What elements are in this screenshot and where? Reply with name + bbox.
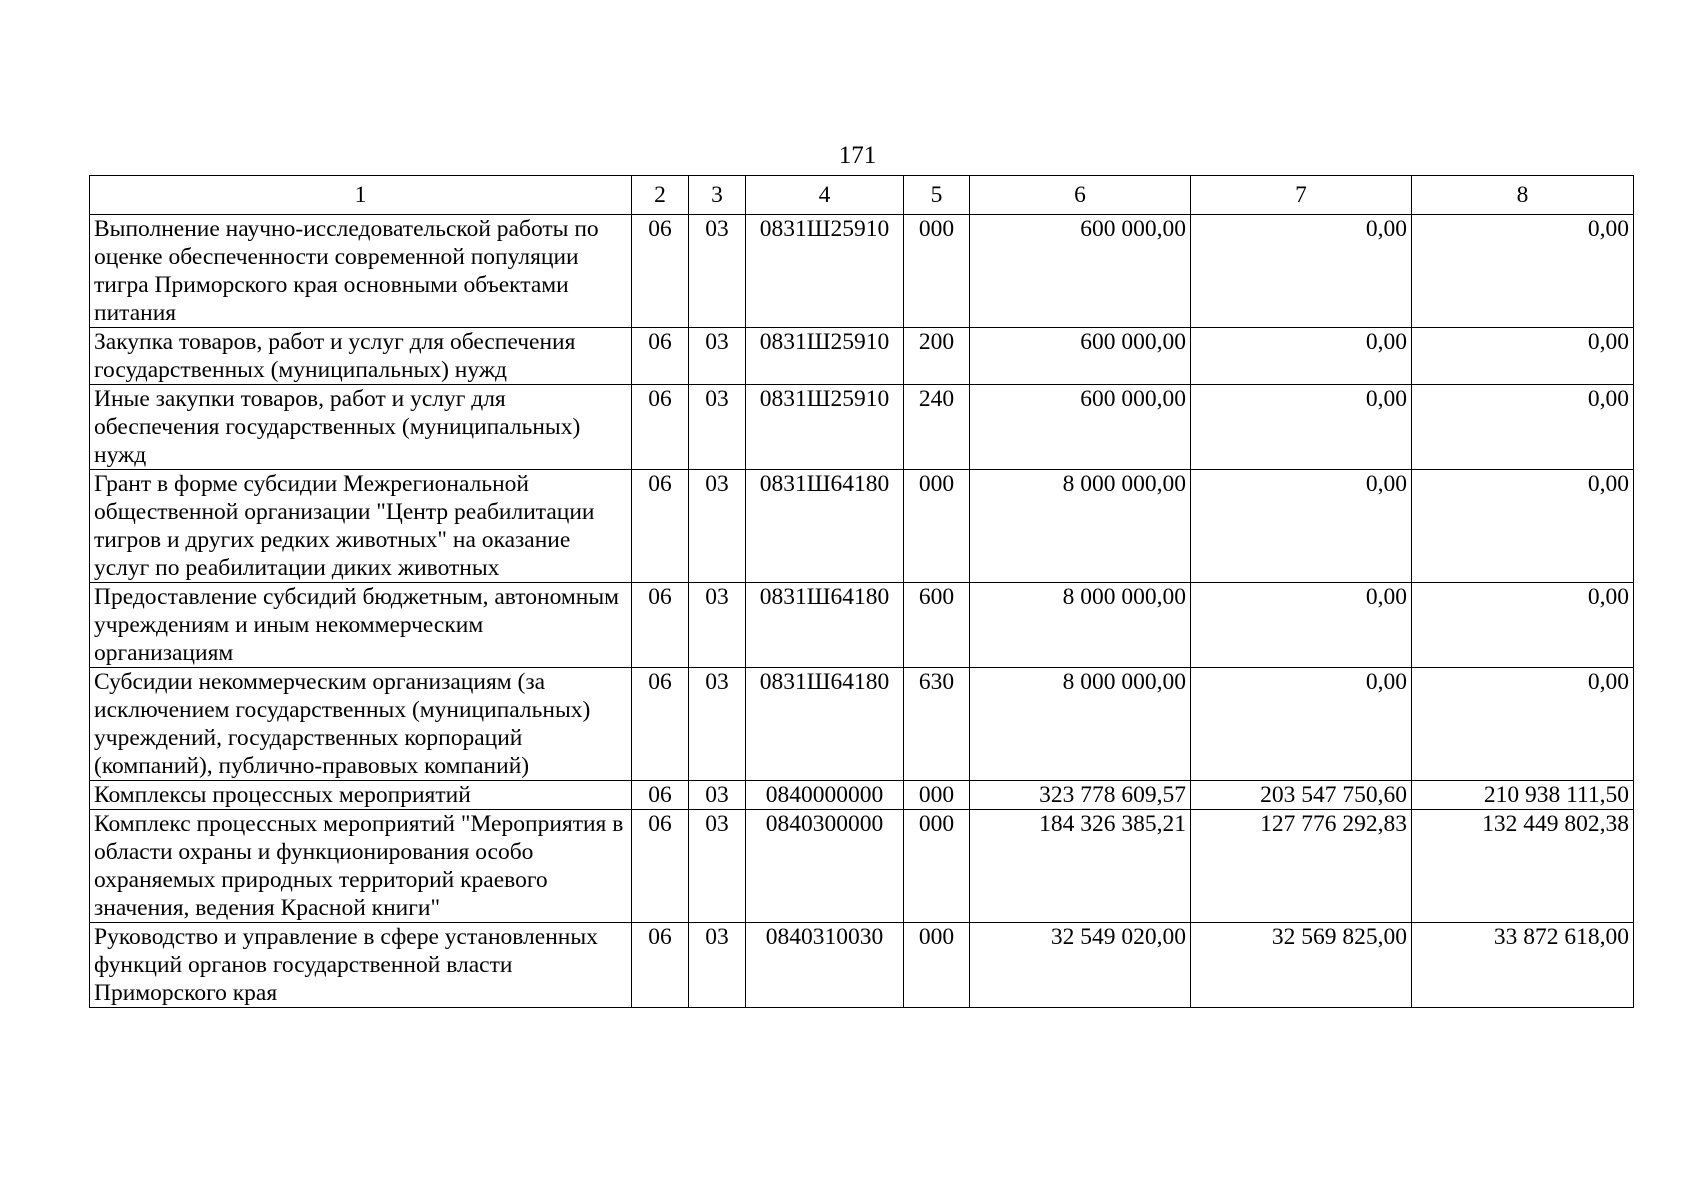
expense-type-code: 000 — [904, 215, 970, 328]
target-article-code: 0840310030 — [746, 923, 904, 1008]
amount-col-6: 8 000 000,00 — [970, 470, 1191, 583]
table-row — [90, 781, 1634, 810]
column-header: 5 — [904, 176, 970, 215]
expense-type-code: 200 — [904, 328, 970, 385]
expense-type-code: 000 — [904, 781, 970, 810]
row-description: Закупка товаров, работ и услуг для обеспечения государственных (муниципальных) нужд — [90, 328, 632, 385]
subsection-code: 03 — [689, 583, 746, 668]
amount-col-6: 8 000 000,00 — [970, 668, 1191, 781]
amount-col-6: 184 326 385,21 — [970, 810, 1191, 923]
table-row — [90, 583, 1634, 668]
amount-col-8: 0,00 — [1412, 385, 1634, 470]
target-article-code: 0831Ш64180 — [746, 470, 904, 583]
column-header: 1 — [90, 176, 632, 215]
section-code: 06 — [632, 668, 689, 781]
table-row — [90, 470, 1634, 583]
row-description: Грант в форме субсидии Межрегиональной общественной организации "Центр реабилитации тигров и других редких животных" на оказание услуг по реабилитации диких животных — [90, 470, 632, 583]
subsection-code: 03 — [689, 810, 746, 923]
column-header: 6 — [970, 176, 1191, 215]
target-article-code: 0831Ш25910 — [746, 385, 904, 470]
table-row — [90, 810, 1634, 923]
target-article-code: 0840300000 — [746, 810, 904, 923]
row-description: Выполнение научно-исследовательской работы по оценке обеспеченности современной популяции тигра Приморского края основными объектами питания — [90, 215, 632, 328]
amount-col-7: 32 569 825,00 — [1191, 923, 1412, 1008]
amount-col-6: 8 000 000,00 — [970, 583, 1191, 668]
amount-col-7: 0,00 — [1191, 215, 1412, 328]
budget-table — [89, 175, 1634, 1008]
amount-col-8: 0,00 — [1412, 668, 1634, 781]
table-row — [90, 215, 1634, 328]
column-header: 8 — [1412, 176, 1634, 215]
expense-type-code: 000 — [904, 810, 970, 923]
target-article-code: 0831Ш25910 — [746, 215, 904, 328]
page-number: 171 — [838, 142, 877, 169]
amount-col-6: 600 000,00 — [970, 385, 1191, 470]
amount-col-7: 203 547 750,60 — [1191, 781, 1412, 810]
amount-col-6: 600 000,00 — [970, 328, 1191, 385]
amount-col-7: 127 776 292,83 — [1191, 810, 1412, 923]
amount-col-8: 33 872 618,00 — [1412, 923, 1634, 1008]
target-article-code: 0831Ш25910 — [746, 328, 904, 385]
subsection-code: 03 — [689, 470, 746, 583]
amount-col-7: 0,00 — [1191, 385, 1412, 470]
subsection-code: 03 — [689, 328, 746, 385]
expense-type-code: 630 — [904, 668, 970, 781]
row-description: Руководство и управление в сфере установленных функций органов государственной власти Приморского края — [90, 923, 632, 1008]
amount-col-8: 0,00 — [1412, 215, 1634, 328]
target-article-code: 0831Ш64180 — [746, 668, 904, 781]
amount-col-6: 32 549 020,00 — [970, 923, 1191, 1008]
section-code: 06 — [632, 385, 689, 470]
table-row — [90, 923, 1634, 1008]
row-description: Комплекс процессных мероприятий "Мероприятия в области охраны и функционирования особо охраняемых природных территорий краевого значения, ведения Красной книги" — [90, 810, 632, 923]
amount-col-8: 0,00 — [1412, 583, 1634, 668]
table-row — [90, 385, 1634, 470]
column-header: 2 — [632, 176, 689, 215]
amount-col-6: 600 000,00 — [970, 215, 1191, 328]
row-description: Предоставление субсидий бюджетным, автономным учреждениям и иным некоммерческим организациям — [90, 583, 632, 668]
subsection-code: 03 — [689, 923, 746, 1008]
section-code: 06 — [632, 781, 689, 810]
section-code: 06 — [632, 923, 689, 1008]
table-row — [90, 668, 1634, 781]
amount-col-8: 0,00 — [1412, 470, 1634, 583]
expense-type-code: 240 — [904, 385, 970, 470]
subsection-code: 03 — [689, 781, 746, 810]
amount-col-7: 0,00 — [1191, 470, 1412, 583]
section-code: 06 — [632, 470, 689, 583]
expense-type-code: 000 — [904, 470, 970, 583]
header-row — [90, 176, 1634, 215]
subsection-code: 03 — [689, 385, 746, 470]
column-header: 7 — [1191, 176, 1412, 215]
expense-type-code: 000 — [904, 923, 970, 1008]
row-description: Комплексы процессных мероприятий — [90, 781, 632, 810]
column-header: 3 — [689, 176, 746, 215]
section-code: 06 — [632, 810, 689, 923]
subsection-code: 03 — [689, 668, 746, 781]
target-article-code: 0840000000 — [746, 781, 904, 810]
section-code: 06 — [632, 583, 689, 668]
amount-col-8: 210 938 111,50 — [1412, 781, 1634, 810]
section-code: 06 — [632, 328, 689, 385]
amount-col-7: 0,00 — [1191, 328, 1412, 385]
amount-col-7: 0,00 — [1191, 668, 1412, 781]
column-header: 4 — [746, 176, 904, 215]
amount-col-8: 0,00 — [1412, 328, 1634, 385]
target-article-code: 0831Ш64180 — [746, 583, 904, 668]
expense-type-code: 600 — [904, 583, 970, 668]
section-code: 06 — [632, 215, 689, 328]
row-description: Субсидии некоммерческим организациям (за исключением государственных (муниципальных) учреждений, государственных корпораций (компаний), публично-правовых компаний) — [90, 668, 632, 781]
amount-col-6: 323 778 609,57 — [970, 781, 1191, 810]
amount-col-7: 0,00 — [1191, 583, 1412, 668]
row-description: Иные закупки товаров, работ и услуг для обеспечения государственных (муниципальных) нужд — [90, 385, 632, 470]
amount-col-8: 132 449 802,38 — [1412, 810, 1634, 923]
subsection-code: 03 — [689, 215, 746, 328]
table-row — [90, 328, 1634, 385]
